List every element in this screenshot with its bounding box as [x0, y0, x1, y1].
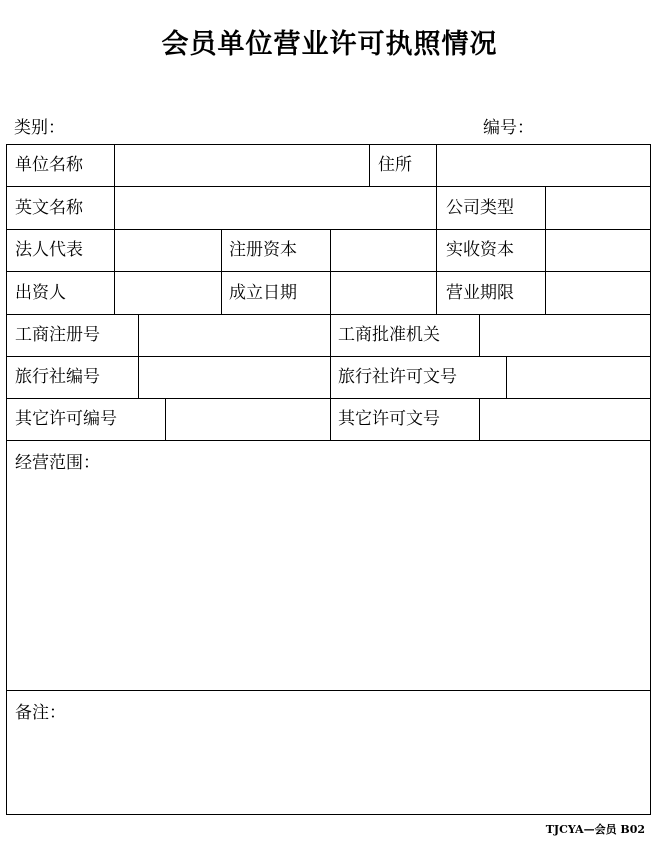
biz-reg-no-field[interactable]: [139, 315, 330, 356]
investor-label: 出资人: [15, 283, 66, 303]
row-divider: [7, 690, 650, 691]
english-name-label: 英文名称: [15, 198, 83, 218]
travel-agency-permit-doc-no-label: 旅行社许可文号: [338, 367, 457, 387]
company-type-label: 公司类型: [446, 198, 514, 218]
col-divider: [330, 398, 331, 440]
other-permit-doc-no-field[interactable]: [480, 399, 650, 440]
biz-reg-no-label: 工商注册号: [15, 325, 100, 345]
category-label: 类别：: [14, 118, 65, 138]
form-code: TJCYA—会员 B02: [545, 823, 645, 836]
other-permit-doc-no-label: 其它许可文号: [338, 409, 440, 429]
col-divider: [436, 229, 437, 314]
page-title: 会员单位营业许可执照情况: [161, 29, 498, 60]
business-term-label: 营业期限: [446, 283, 514, 303]
remarks-label: 备注：: [15, 703, 66, 723]
investor-field[interactable]: [115, 272, 221, 314]
legal-rep-field[interactable]: [115, 230, 221, 271]
travel-agency-permit-doc-no-field[interactable]: [507, 357, 650, 398]
biz-approval-authority-field[interactable]: [480, 315, 650, 356]
registered-capital-label: 注册资本: [229, 240, 297, 260]
col-divider: [369, 145, 370, 186]
unit-name-label: 单位名称: [15, 155, 83, 175]
business-term-field[interactable]: [546, 272, 650, 314]
number-label: 编号：: [483, 118, 534, 138]
travel-agency-no-field[interactable]: [139, 357, 330, 398]
legal-rep-label: 法人代表: [15, 240, 83, 260]
remarks-field[interactable]: [8, 725, 650, 813]
other-permit-no-field[interactable]: [166, 399, 330, 440]
col-divider: [330, 314, 331, 356]
col-divider: [221, 229, 222, 314]
company-type-field[interactable]: [546, 187, 650, 229]
paid-in-capital-field[interactable]: [546, 230, 650, 271]
travel-agency-no-label: 旅行社编号: [15, 367, 100, 387]
paid-in-capital-label: 实收资本: [446, 240, 514, 260]
col-divider: [436, 186, 437, 229]
registered-capital-field[interactable]: [331, 230, 436, 271]
license-form-table: [6, 144, 651, 815]
unit-name-field[interactable]: [115, 146, 369, 186]
biz-approval-authority-label: 工商批准机关: [338, 325, 440, 345]
address-label: 住所: [378, 155, 412, 175]
row-divider: [7, 440, 650, 441]
business-scope-field[interactable]: [8, 475, 650, 689]
established-date-field[interactable]: [331, 272, 436, 314]
address-field[interactable]: [437, 146, 650, 186]
col-divider: [330, 356, 331, 398]
established-date-label: 成立日期: [229, 283, 297, 303]
business-scope-label: 经营范围：: [15, 453, 100, 473]
other-permit-no-label: 其它许可编号: [15, 409, 117, 429]
english-name-field[interactable]: [115, 187, 436, 229]
